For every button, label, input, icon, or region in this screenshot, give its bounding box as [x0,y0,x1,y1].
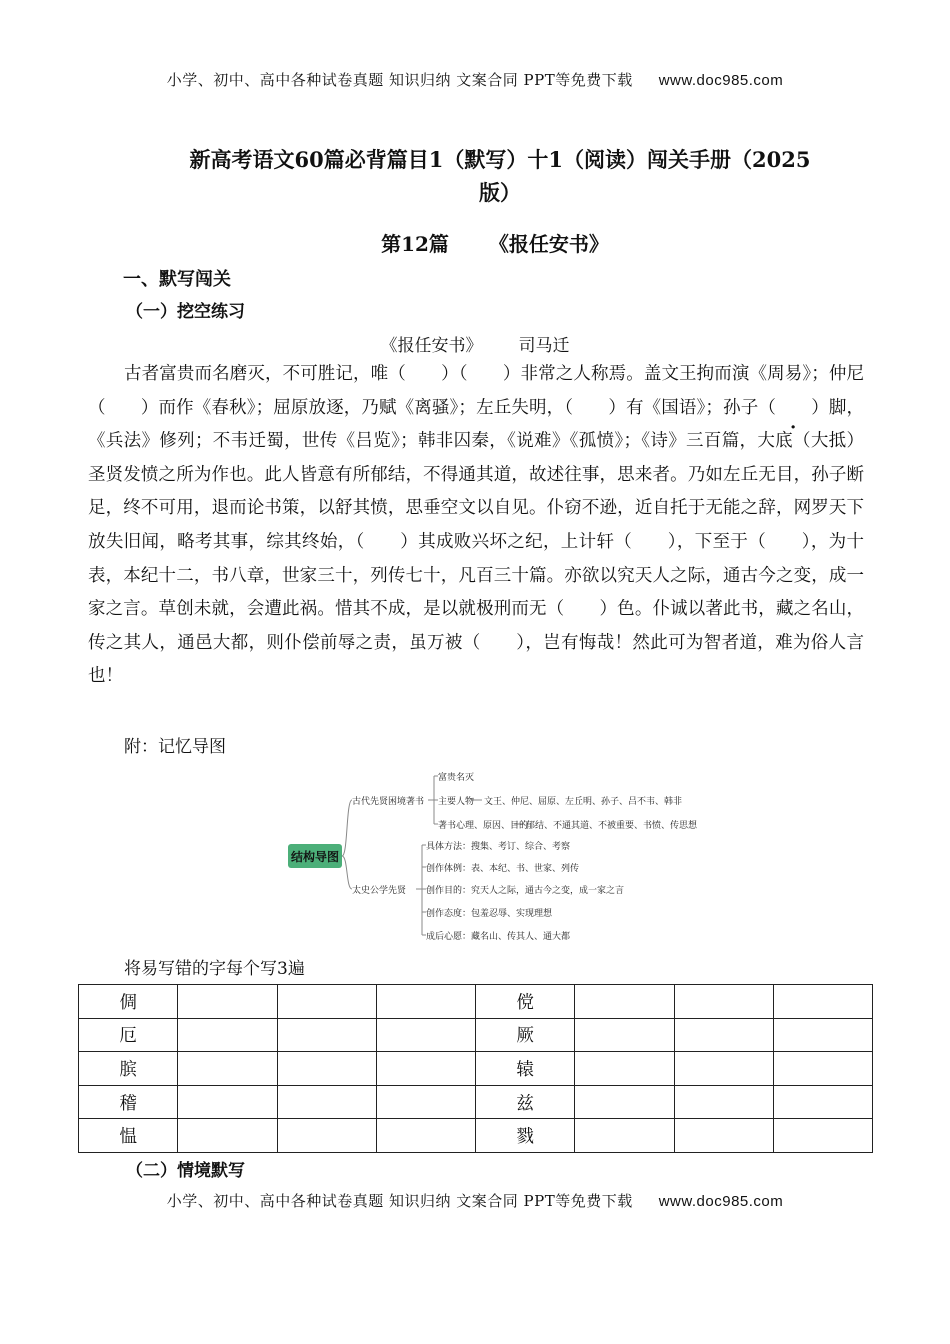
poem-title: 《报任安书》 [380,336,483,356]
write-cell[interactable] [674,1052,773,1086]
table-row [79,1119,873,1153]
write-cell[interactable] [178,1052,277,1086]
passage-part1: 古者富贵而名磨灭，不可胜记，唯（ ）（ ）非常之人称焉。盖文王拘而演《周易》；仲尼（ ）而作《春秋》；屈原放逐，乃赋《离骚》；左丘失明，（ ）有《国语》；孙子（ ）脚，《兵法》修列；不韦迁蜀，世传《吕览》；韩非囚秦，《说难》《孤愤》；《诗》三百篇， [88,364,864,452]
mind-map-node: 创作目的：究天人之际，通古今之变，成一家之言 [426,886,625,896]
write-cell[interactable] [575,1119,674,1153]
footer-url[interactable]: www.doc985.com [658,1193,784,1210]
table-row [79,1018,873,1052]
write-cell[interactable] [773,1018,872,1052]
mind-map-node: 郁结、不通其道、不被重要、书愤、传思想 [526,821,698,831]
write-cell[interactable] [277,985,376,1019]
header-url[interactable]: www.doc985.com [658,72,784,89]
write-cell[interactable] [178,1085,277,1119]
poem-heading [0,331,950,356]
write-cell[interactable] [376,985,475,1019]
mind-map-node: 富贵名灭 [438,773,475,783]
write-cell[interactable] [773,1085,872,1119]
write-cell[interactable] [575,1018,674,1052]
passage-part2: （大抵）圣贤发愤之所为作也。此人皆意有所郁结，不得通其道，故述往事，思来者。乃如左丘无目，孙子断足，终不可用，退而论书策，以舒其愤，思垂空文以自见。仆窃不逊，近自托于无能之辞，网罗天下放失旧闻，略考其事，综其终始，（ ）其成败兴坏之纪，上计轩（ ），下至于（ ），为十表，本纪十二，书八章，世家三十，列传七十，凡百三十篇。亦欲以究天人之际，通古今之变，成一家之言。草创未就，会遭此祸。惜其不成，是以就极刑而无（ ）色。仆诚以著此书，藏之名山，传之其人，通邑大都，则仆偿前辱之责，虽万被（ ），岂有悔哉！然此可为智者道，难为俗人言也！ [88,431,864,687]
write-cell[interactable] [674,1018,773,1052]
char-cell: 厄 [79,1018,178,1052]
document-title [140,143,860,209]
write-cell[interactable] [178,1119,277,1153]
mind-map-node: 创作体例：表、本纪、书、世家、列传 [426,864,580,874]
char-cell: 兹 [476,1085,575,1119]
write-cell[interactable] [376,1052,475,1086]
chapter-number: 第12篇 [381,232,449,256]
write-cell[interactable] [674,1085,773,1119]
char-cell: 倜 [79,985,178,1019]
poem-author: 司马迁 [518,336,570,356]
chapter-subtitle [0,228,950,257]
connector-b1-items [428,776,438,824]
chapter-name: 《报任安书》 [488,232,609,256]
char-cell: 傥 [476,985,575,1019]
table-row [79,1052,873,1086]
header-text: 小学、初中、高中各种试卷真题 知识归纳 文案合同 PPT等免费下载 [166,71,633,89]
write-cell[interactable] [773,1052,872,1086]
connector-branch2 [342,856,352,889]
char-cell: 膑 [79,1052,178,1086]
practice-label: 将易写错的字每个写3遍 [124,959,305,979]
mind-map [288,766,708,946]
dotted-word: 大底 [757,431,794,452]
write-cell[interactable] [277,1052,376,1086]
table-row [79,1085,873,1119]
write-cell[interactable] [376,1119,475,1153]
mind-map-connectors [288,766,708,946]
section-heading-1: 一、默写闯关 [123,269,231,290]
mind-map-branch: 太史公学先贤 [352,886,407,896]
connector-branch1 [342,800,352,856]
mind-map-node: 具体方法：搜集、考订、综合、考察 [426,842,571,852]
mind-map-root: 结构导图 [288,844,342,868]
write-cell[interactable] [178,985,277,1019]
write-cell[interactable] [773,985,872,1019]
mind-map-node: 成后心愿：藏名山、传其人、通大都 [426,932,571,942]
write-cell[interactable] [575,1085,674,1119]
char-cell: 戮 [476,1119,575,1153]
mind-map-node: 文王、仲尼、屈原、左丘明、孙子、吕不韦、韩非 [484,797,683,807]
write-cell[interactable] [376,1018,475,1052]
mind-map-branch: 古代先贤困境著书 [352,797,425,807]
connector-b2-items [416,845,426,935]
subsection-heading-2: （二）情境默写 [126,1161,245,1181]
title-line1: 新高考语文60篇必背篇目1（默写）十1（阅读）闯关手册（2025 [189,147,811,172]
write-cell[interactable] [674,1119,773,1153]
page-footer [0,1190,950,1211]
appendix-label: 附：记忆导图 [124,737,226,757]
table-row [79,985,873,1019]
footer-text: 小学、初中、高中各种试卷真题 知识归纳 文案合同 PPT等免费下载 [166,1192,633,1210]
write-cell[interactable] [277,1018,376,1052]
write-cell[interactable] [674,985,773,1019]
fill-blank-passage [88,358,864,694]
char-cell: 稽 [79,1085,178,1119]
write-cell[interactable] [376,1085,475,1119]
page-header [0,69,950,90]
title-line2: 版） [479,180,521,205]
write-cell[interactable] [277,1119,376,1153]
write-cell[interactable] [575,1052,674,1086]
write-cell[interactable] [277,1085,376,1119]
write-cell[interactable] [773,1119,872,1153]
mind-map-node: 创作态度：包羞忍辱、实现理想 [426,909,553,919]
char-cell: 辕 [476,1052,575,1086]
mind-map-node: 主要人物 [438,797,475,807]
char-cell: 厥 [476,1018,575,1052]
write-cell[interactable] [575,985,674,1019]
char-cell: 愠 [79,1119,178,1153]
mind-map-node: 著书心理、原因、目的 [438,821,529,831]
subsection-heading-1: （一）挖空练习 [126,302,245,322]
write-cell[interactable] [178,1018,277,1052]
practice-table [78,984,873,1153]
